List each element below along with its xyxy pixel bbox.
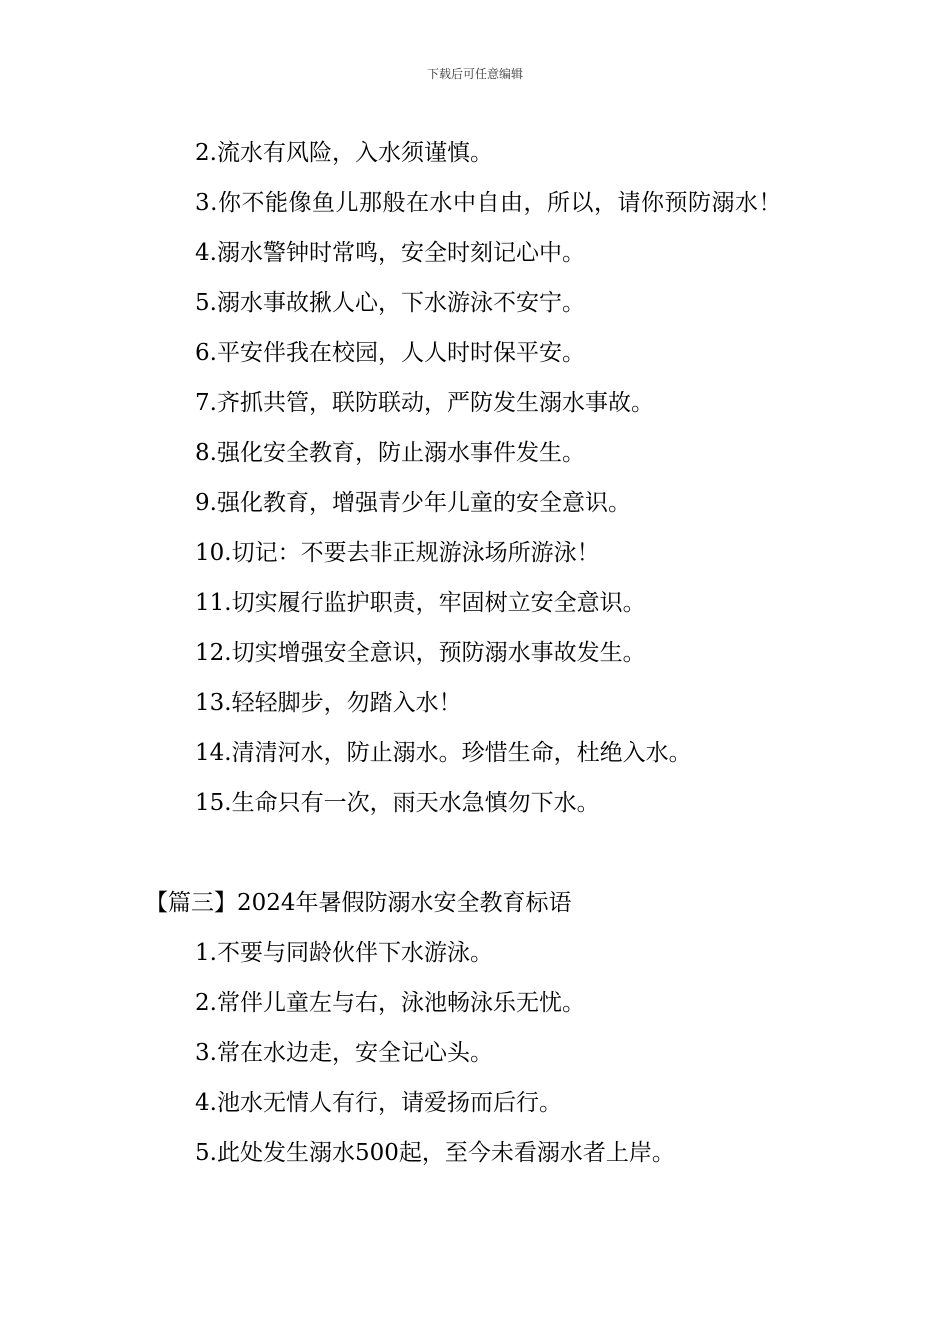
page-header-note: 下载后可任意编辑 [426, 67, 523, 81]
list-item: 3.常在水边走，安全记心头。 [195, 1040, 493, 1066]
list-item: 2.常伴儿童左与右，泳池畅泳乐无忧。 [195, 990, 585, 1016]
list-item: 4.溺水警钟时常鸣，安全时刻记心中。 [195, 240, 585, 266]
list-item: 6.平安伴我在校园，人人时时保平安。 [195, 340, 585, 366]
section-spacer [145, 828, 825, 878]
list-item: 1.不要与同龄伙伴下水游泳。 [195, 940, 493, 966]
list-item: 12.切实增强安全意识，预防溺水事故发生。 [195, 640, 646, 666]
slogan-list-section-three [145, 928, 825, 1178]
list-item: 11.切实履行监护职责，牢固树立安全意识。 [195, 590, 646, 616]
list-item: 3.你不能像鱼儿那般在水中自由，所以，请你预防溺水！ [195, 190, 782, 216]
list-item: 7.齐抓共管，联防联动，严防发生溺水事故。 [195, 390, 654, 416]
list-item: 2.流水有风险，入水须谨慎。 [195, 140, 493, 166]
slogan-list-section-two [145, 128, 825, 828]
list-item: 5.此处发生溺水500起，至今未看溺水者上岸。 [195, 1140, 675, 1166]
document-body [145, 128, 825, 1178]
list-item: 10.切记：不要去非正规游泳场所游泳！ [195, 540, 600, 566]
list-item: 14.清清河水，防止溺水。珍惜生命，杜绝入水。 [195, 740, 692, 766]
list-item: 8.强化安全教育，防止溺水事件发生。 [195, 440, 585, 466]
list-item: 5.溺水事故揪人心，下水游泳不安宁。 [195, 290, 585, 316]
section-three-title: 【篇三】2024年暑假防溺水安全教育标语 [145, 890, 572, 916]
list-item: 9.强化教育，增强青少年儿童的安全意识。 [195, 490, 631, 516]
list-item: 15.生命只有一次，雨天水急慎勿下水。 [195, 790, 600, 816]
list-item: 13.轻轻脚步，勿踏入水！ [195, 690, 462, 716]
list-item: 4.池水无情人有行，请爱扬而后行。 [195, 1090, 562, 1116]
